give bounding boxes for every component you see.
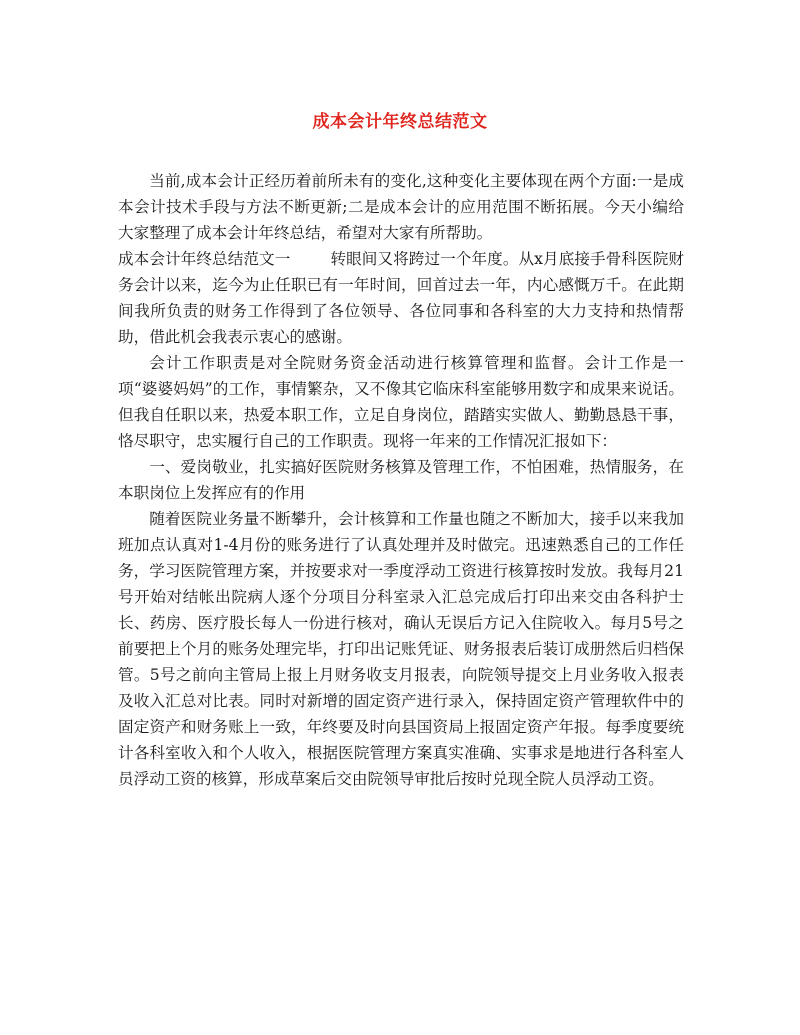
paragraph-duty: 会计工作职责是对全院财务资金活动进行核算管理和监督。会计工作是一项“婆婆妈妈”的工作，事情繁杂，又不像其它临床科室能够用数字和成果来说话。但我自任职以来，热爱本职工作，立足自身岗位，踏踏实实做人、勤勤恳恳干事，恪尽职守，忠实履行自己的工作职责。现将一年来的工作情况汇报如下： xyxy=(118,354,684,450)
document-body xyxy=(118,168,684,792)
sample-heading: 成本会计年终总结范文一 xyxy=(118,250,291,268)
paragraph-details: 随着医院业务量不断攀升，会计核算和工作量也随之不断加大，接手以来我加班加点认真对1-4月份的账务进行了认真处理并及时做完。迅速熟悉自己的工作任务，学习医院管理方案，并按要求对一季度浮动工资进行核算按时发放。我每月21号开始对结帐出院病人逐个分项目分科室录入汇总完成后打印出来交由各科护士长、药房、医疗股长每人一份进行核对，确认无误后方记入住院收入。每月5号之前要把上个月的账务处理完毕，打印出记账凭证、财务报表后装订成册然后归档保管。5号之前向主管局上报上月财务收支月报表，向院领导提交上月业务收入报表及收入汇总对比表。同时对新增的固定资产进行录入，保持固定资产管理软件中的固定资产和财务账上一致，年终要及时向县国资局上报固定资产年报。每季度要统计各科室收入和个人收入，根据医院管理方案真实准确、实事求是地进行各科室人员浮动工资的核算，形成草案后交由院领导审批后按时兑现全院人员浮动工资。 xyxy=(118,510,684,788)
document-title: 成本会计年终总结范文 xyxy=(312,112,488,132)
paragraph-intro: 当前,成本会计正经历着前所未有的变化,这种变化主要体现在两个方面:一是成本会计技术手段与方法不断更新;二是成本会计的应用范围不断拓展。今天小编给大家整理了成本会计年终总结，希望对大家有所帮助。 xyxy=(118,172,684,242)
paragraph-sample-one xyxy=(118,246,684,350)
paragraph-section-one: 一、爱岗敬业，扎实搞好医院财务核算及管理工作，不怕困难，热情服务，在本职岗位上发挥应有的作用 xyxy=(118,458,684,502)
sample-one-text: 转眼间又将跨过一个年度。从x月底接手骨科医院财务会计以来，迄今为止任职已有一年时间，回首过去一年，内心感慨万千。在此期间我所负责的财务工作得到了各位领导、各位同事和各科室的大力支持和热情帮助，借此机会我表示衷心的感谢。 xyxy=(118,250,684,346)
